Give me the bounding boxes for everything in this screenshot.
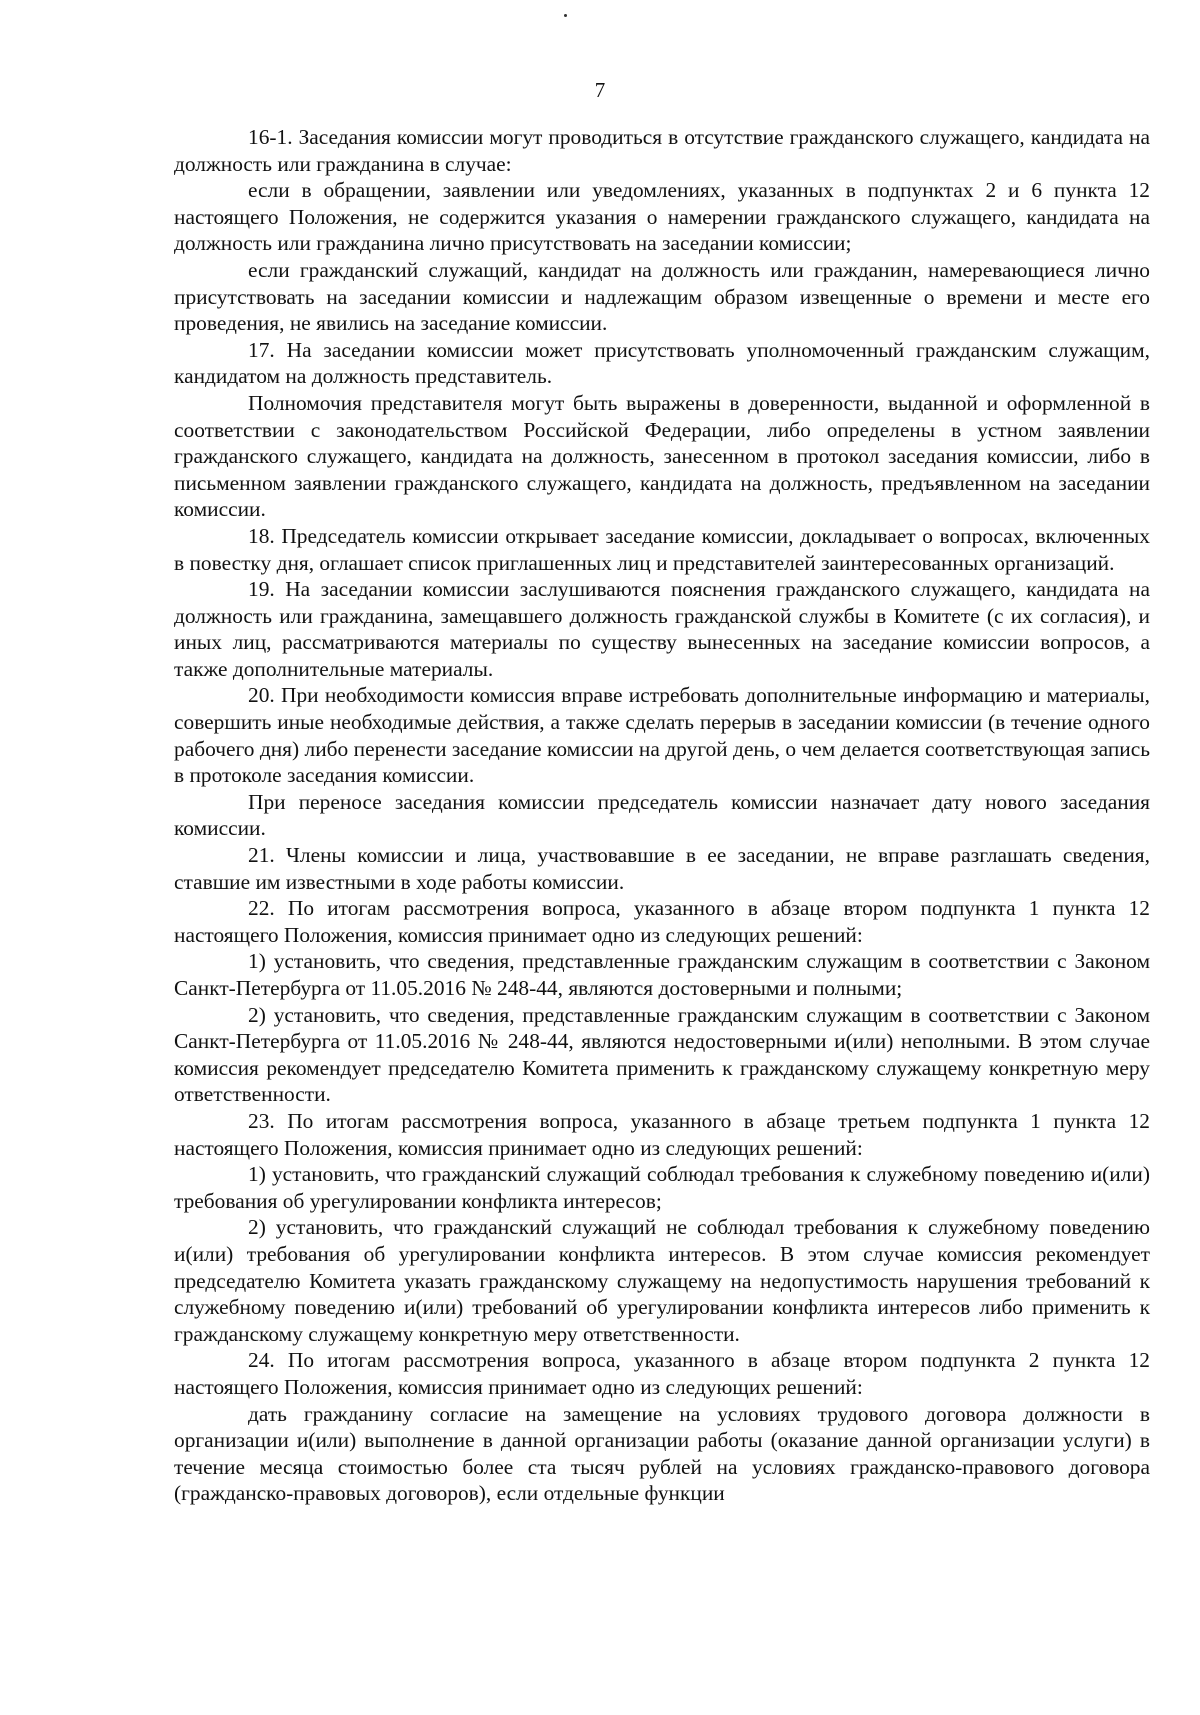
paragraph-23: 23. По итогам рассмотрения вопроса, указанного в абзаце третьем подпункта 1 пункта 12 настоящего Положения, комиссия принимает одно из следующих решений: [174, 1108, 1150, 1160]
paragraph-22-decision-1: 1) установить, что сведения, представленные гражданским служащим в соответствии с Законом Санкт-Петербурга от 11.05.2016 № 248-44, являются достоверными и полными; [174, 949, 1150, 1000]
page-number: 7 [594, 78, 606, 102]
paragraph-21: 21. Члены комиссии и лица, участвовавшие в ее заседании, не вправе разглашать сведения, ставшие им известными в ходе работы комиссии. [174, 843, 1150, 894]
paragraph-17-powers: Полномочия представителя могут быть выражены в доверенности, выданной и оформленной в соответствии с законодательством Российской Федерации, либо определены в устном заявлении гражданского служащего, кандидата на должность, занесенном в протокол заседания комиссии, либо в письменном заявлении гражданского служащего, кандидата на должность, предъявленном на заседании комиссии. [174, 390, 1150, 522]
paragraph-16-1: 16-1. Заседания комиссии могут проводиться в отсутствие гражданского служащего, кандидата на должность или гражданина в случае: [174, 125, 1150, 176]
paragraph-18: 18. Председатель комиссии открывает заседание комиссии, докладывает о вопросах, включенных в повестку дня, оглашает список приглашенных лиц и представителей заинтересованных организаций. [174, 523, 1150, 575]
scan-artifact-dot [564, 14, 567, 17]
paragraph-20: 20. При необходимости комиссия вправе истребовать дополнительные информацию и материалы, совершить иные необходимые действия, а также сделать перерыв в заседании комиссии (в течение одного рабочего дня) либо перенести заседание комиссии на другой день, о чем делается соответствующая запись в протоколе заседания комиссии. [174, 683, 1150, 788]
paragraph-23-decision-2: 2) установить, что гражданский служащий не соблюдал требования к служебному поведению и(или) требования об урегулировании конфликта интересов. В этом случае комиссия рекомендует председателю Комитета указать гражданскому служащему на недопустимость нарушения требований к служебному поведению и(или) требований об урегулировании конфликта интересов либо применить к гражданскому служащему конкретную меру ответственности. [174, 1215, 1150, 1346]
paragraph-24: 24. По итогам рассмотрения вопроса, указанного в абзаце втором подпункта 2 пункта 12 настоящего Положения, комиссия принимает одно из следующих решений: [174, 1348, 1150, 1399]
document-body [174, 124, 1150, 1507]
paragraph-16-1-case-1: если в обращении, заявлении или уведомлениях, указанных в подпунктах 2 и 6 пункта 12 настоящего Положения, не содержится указания о намерении гражданского служащего, кандидата на должность или гражданина лично присутствовать на заседании комиссии; [174, 178, 1150, 256]
paragraph-19: 19. На заседании комиссии заслушиваются пояснения гражданского служащего, кандидата на должность или гражданина, замещавшего должность гражданской службы в Комитете (с их согласия), и иных лиц, рассматриваются материалы по существу вынесенных на заседание комиссии вопросов, а также дополнительные материалы. [174, 577, 1150, 681]
paragraph-20-postpone: При переносе заседания комиссии председатель комиссии назначает дату нового заседания комиссии. [174, 789, 1150, 841]
paragraph-16-1-case-2: если гражданский служащий, кандидат на должность или гражданин, намеревающиеся лично присутствовать на заседании комиссии и надлежащим образом извещенные о времени и месте его проведения, не явились на заседание комиссии. [174, 257, 1150, 336]
paragraph-17: 17. На заседании комиссии может присутствовать уполномоченный гражданским служащим, кандидатом на должность представитель. [174, 337, 1150, 389]
paragraph-22-decision-2: 2) установить, что сведения, представленные гражданским служащим в соответствии с Законом Санкт-Петербурга от 11.05.2016 № 248-44, являются недостоверными и(или) неполными. В этом случае комиссия рекомендует председателю Комитета применить к гражданскому служащему конкретную меру ответственности. [174, 1002, 1150, 1107]
paragraph-22: 22. По итогам рассмотрения вопроса, указанного в абзаце втором подпункта 1 пункта 12 настоящего Положения, комиссия принимает одно из следующих решений: [174, 896, 1150, 947]
paragraph-23-decision-1: 1) установить, что гражданский служащий соблюдал требования к служебному поведению и(или) требования об урегулировании конфликта интересов; [174, 1162, 1150, 1213]
paragraph-24-decision-1: дать гражданину согласие на замещение на условиях трудового договора должности в организации и(или) выполнение в данной организации работы (оказание данной организации услуги) в течение месяца стоимостью более ста тысяч рублей на условиях гражданско-правового договора (гражданско-правовых договоров), если отдельные функции [174, 1401, 1150, 1506]
